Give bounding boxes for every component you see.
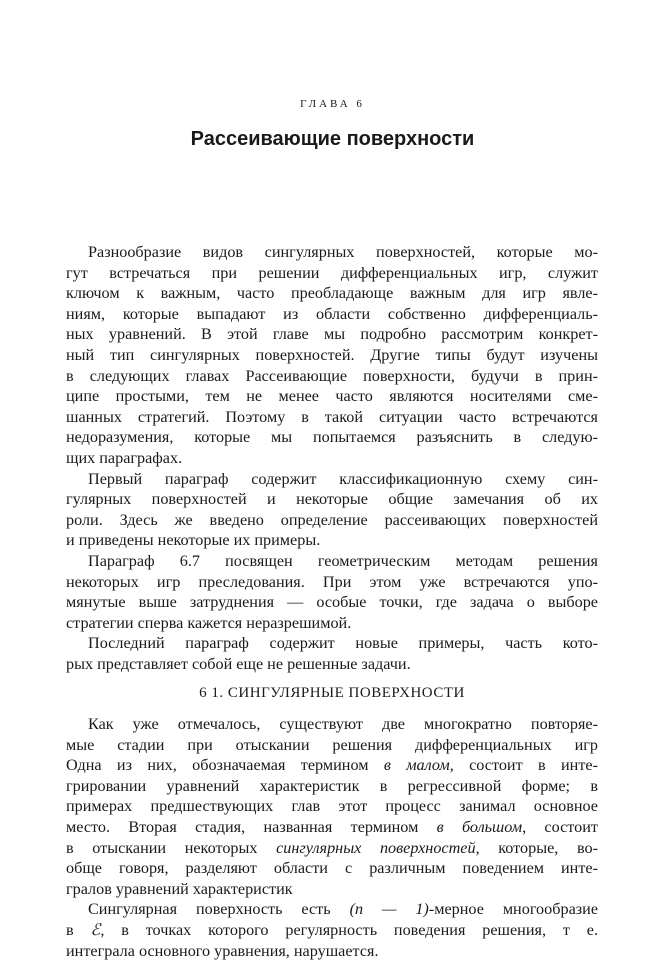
intro-paragraphs (66, 242, 598, 674)
chapter-body (66, 242, 598, 961)
text-line: мые стадии при отыскании решения дифференциальных игр (66, 735, 598, 754)
term-in-small: в малом (383, 756, 450, 775)
text-line: место. Вторая стадия, названная термином в большом, состоит (66, 818, 598, 837)
text-line: Первый параграф содержит классификационную схему син- (88, 469, 598, 488)
text-line: щих параграфах. (66, 448, 183, 467)
text-line: в отыскании некоторых сингулярных поверхностей, которые, во- (66, 838, 598, 857)
text-line: стратегии сперва кажется неразрешимой. (66, 613, 352, 632)
paragraph (66, 469, 598, 551)
text-line: гралов уравнений характеристик (66, 879, 293, 898)
text-line: ный тип сингулярных поверхностей. Другие типы будут изучены (66, 345, 598, 364)
text-line: мянутые выше затруднения — особые точки, где задача о выборе (66, 593, 598, 612)
text-line: Последний параграф содержит новые примеры, часть кото- (88, 634, 598, 653)
section-paragraph-2 (66, 899, 598, 961)
section-heading: 6 1. СИНГУЛЯРНЫЕ ПОВЕРХНОСТИ (199, 685, 465, 702)
chapter-title: Рассеивающие поверхности (190, 128, 475, 150)
text-line: ключом к важным, часто преобладающе важным для игр явле- (66, 284, 598, 303)
text-line: грировании уравнений характеристик в регрессивной форме; в (66, 776, 598, 795)
text-line: гут встречаться при решении дифференциальных игр, служит (66, 263, 598, 282)
section-paragraph-1 (66, 714, 598, 899)
text-line: рых представляет собой еще не решенные задачи. (66, 654, 411, 673)
text-line: ципе простыми, тем не менее часто являются носителями сме- (66, 387, 598, 406)
text-line: ниям, которые выпадают из области собственно дифференциаль- (66, 304, 598, 323)
paragraph (66, 633, 598, 674)
text-line: Сингулярная поверхность есть (n — 1)-мерное многообразие (88, 900, 598, 919)
text-line: Параграф 6.7 посвящен геометрическим методам решения (88, 551, 598, 570)
math-symbol: ℰ (90, 921, 101, 939)
text-line: обще говоря, разделяют области с различным поведением инте- (66, 859, 598, 878)
text-line: гулярных поверхностей и некоторые общие замечания об их (66, 490, 598, 509)
term-singular-surfaces: сингулярных поверхностей (276, 838, 476, 857)
paragraph (66, 242, 598, 469)
text-line: шанных стратегий. Поэтому в такой ситуации часто встречаются (66, 407, 598, 426)
math-expression: (n — 1) (349, 900, 429, 919)
chapter-label: ГЛАВА 6 (300, 98, 365, 110)
text-line: в следующих главах Рассеивающие поверхности, будучи в прин- (66, 366, 598, 385)
term-in-large: в большом (436, 818, 523, 837)
text-line: Разнообразие видов сингулярных поверхностей, которые мо- (88, 243, 598, 261)
text-line: в ℰ, в точках которого регулярность поведения решения, т е. (66, 921, 598, 939)
text-line: примерах предшествующих глав этот процесс занимал основное (66, 797, 598, 816)
text-line: Одна из них, обозначаемая термином в малом, состоит в инте- (66, 756, 598, 775)
text-line: Как уже отмечалось, существуют две многократно повторяе- (88, 715, 598, 734)
paragraph (66, 551, 598, 633)
text-line: недоразумения, которые мы попытаемся разъяснить в следую- (66, 428, 598, 447)
text-line: интеграла основного уравнения, нарушается. (66, 941, 379, 960)
text-line: ных уравнений. В этой главе мы подробно рассмотрим конкрет- (66, 325, 598, 344)
text-line: и приведены некоторые их примеры. (66, 531, 321, 550)
text-line: роли. Здесь же введено определение рассеивающих поверхностей (66, 510, 598, 529)
text-line: некоторых игр преследования. При этом уже встречаются упо- (66, 572, 598, 591)
